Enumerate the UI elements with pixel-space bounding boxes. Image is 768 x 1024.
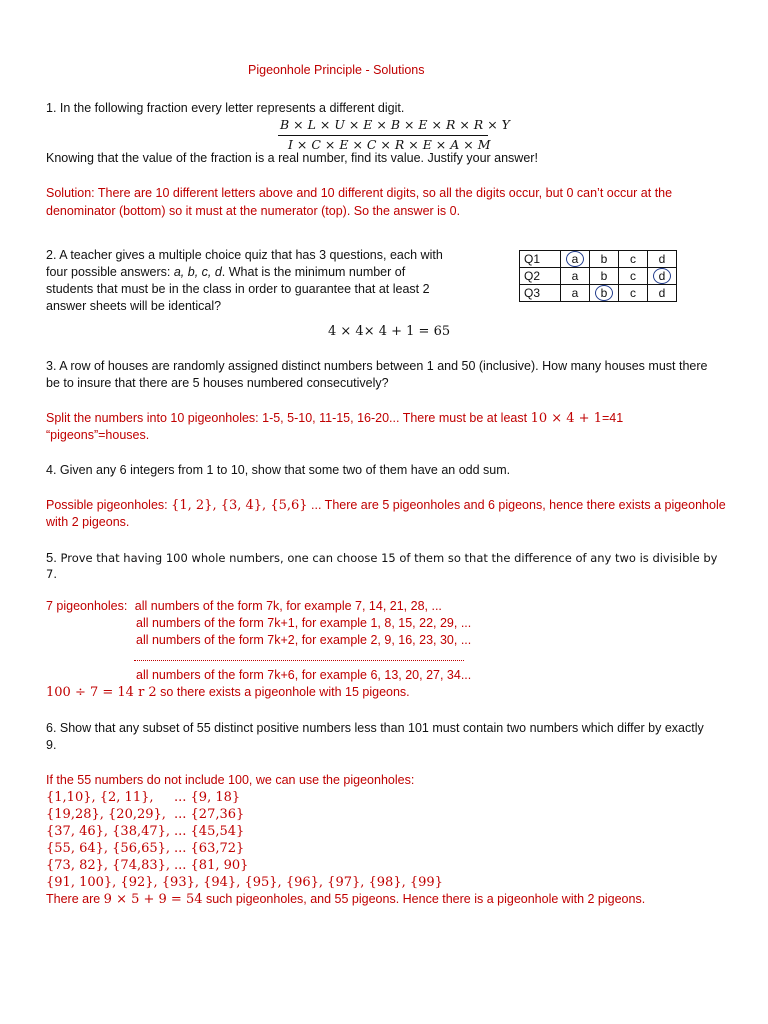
q1-text: 1. In the following fraction every letter represents a different digit. [46, 101, 405, 115]
q6-row-3: {37, 46}, {38,47}, [46, 824, 171, 839]
quiz-option: d [648, 251, 677, 268]
q6-row-1: {1,10}, {2, 11}, [46, 790, 154, 805]
quiz-row [520, 285, 677, 302]
q4-solution-line2: with 2 pigeons. [46, 515, 130, 529]
q5-line1: 5. Prove that having 100 whole numbers, one can choose 15 of them so that the difference of any two is divisible by [46, 550, 718, 565]
quiz-option: c [619, 268, 648, 285]
q6-row-4: {55, 64}, {56,65}, [46, 841, 171, 856]
quiz-row [520, 251, 677, 268]
page-title: Pigeonhole Principle - Solutions [248, 63, 425, 77]
q3-solution-line1: Split the numbers into 10 pigeonholes: 1-5, 5-10, 11-15, 16-20... There must be at least 10 × 4 + 1=41 [46, 411, 624, 426]
q6-row-5: {73, 82}, {74,83}, [46, 858, 171, 873]
q1-solution-line2: denominator (bottom) so it must at the numerator (top). So the answer is 0. [46, 204, 461, 218]
q5-line2: 7. [46, 567, 57, 581]
quiz-question-label: Q3 [520, 285, 561, 302]
quiz-question-label: Q1 [520, 251, 561, 268]
q3-solution-line2: “pigeons”=houses. [46, 428, 150, 442]
q6-line1: 6. Show that any subset of 55 distinct positive numbers less than 101 must contain two numbers which differ by exactly [46, 721, 704, 735]
q5-solution-line2: all numbers of the form 7k+1, for example 1, 8, 15, 22, 29, ... [136, 616, 472, 630]
quiz-question-label: Q2 [520, 268, 561, 285]
quiz-table [519, 250, 677, 302]
q5-solution-line1: 7 pigeonholes: all numbers of the form 7k, for example 7, 14, 21, 28, ... [46, 599, 442, 613]
q6-solution-line1: If the 55 numbers do not include 100, we can use the pigeonholes: [46, 773, 415, 787]
q3-line2: be to insure that there are 5 houses numbered consecutively? [46, 376, 389, 390]
q4-solution-line1: Possible pigeonholes: {1, 2}, {3, 4}, {5,6} ... There are 5 pigeonholes and 6 pigeons, hence there exists a pigeonhole [46, 498, 726, 513]
q6-line2: 9. [46, 738, 57, 752]
answer-circle [653, 268, 671, 284]
quiz-row [520, 268, 677, 285]
quiz-option: a [561, 268, 590, 285]
q5-solution-line5: all numbers of the form 7k+6, for example 6, 13, 20, 27, 34... [136, 668, 472, 682]
q1-numerator: B × L × U × E × B × E × R × R × Y [280, 117, 510, 132]
q1-solution-line1: Solution: There are 10 different letters above and 10 different digits, so all the digits occur, but 0 can’t occur at the [46, 186, 673, 200]
q2-line3: students that must be in the class in order to guarantee that at least 2 [46, 282, 430, 296]
dotted-separator [134, 660, 464, 661]
q6-conclusion: There are 9 × 5 + 9 = 54 such pigeonholes, and 55 pigeons. Hence there is a pigeonhole with 2 pigeons. [46, 892, 646, 907]
q4-line1: 4. Given any 6 integers from 1 to 10, show that some two of them have an odd sum. [46, 463, 511, 477]
q3-line1: 3. A row of houses are randomly assigned distinct numbers between 1 and 50 (inclusive). How many houses must there [46, 359, 708, 373]
quiz-option: b [590, 285, 619, 302]
q6-row-5-end: ... {81, 90} [174, 858, 249, 873]
q6-row-3-end: ... {45,54} [174, 824, 245, 839]
quiz-option: c [619, 285, 648, 302]
quiz-option: d [648, 268, 677, 285]
q6-row-2-end: ... {27,36} [174, 807, 245, 822]
q2-line4: answer sheets will be identical? [46, 299, 222, 313]
quiz-option: d [648, 285, 677, 302]
q6-row-1-end: ... {9, 18} [174, 790, 241, 805]
q5-solution-line3: all numbers of the form 7k+2, for example 2, 9, 16, 23, 30, ... [136, 633, 472, 647]
q6-row-2: {19,28}, {20,29}, [46, 807, 166, 822]
q5-solution-line6: 100 ÷ 7 = 14 r 2 so there exists a pigeonhole with 15 pigeons. [46, 685, 410, 700]
q2-answer: 4 × 4× 4 + 1 = 65 [328, 324, 451, 339]
quiz-option: a [561, 251, 590, 268]
q2-line2: four possible answers: a, b, c, d. What is the minimum number of [46, 265, 406, 279]
answer-circle [595, 285, 613, 301]
q1-text2: Knowing that the value of the fraction is a real number, find its value. Justify your answer! [46, 151, 538, 165]
quiz-option: c [619, 251, 648, 268]
q2-line1: 2. A teacher gives a multiple choice quiz that has 3 questions, each with [46, 248, 443, 262]
quiz-option: b [590, 251, 619, 268]
q1-denominator: I × C × E × C × R × E × A × M [288, 137, 491, 152]
q6-row-last: {91, 100}, {92}, {93}, {94}, {95}, {96}, {97}, {98}, {99} [46, 875, 443, 890]
answer-circle [566, 251, 584, 267]
quiz-option: b [590, 268, 619, 285]
quiz-option: a [561, 285, 590, 302]
q6-row-4-end: ... {63,72} [174, 841, 245, 856]
